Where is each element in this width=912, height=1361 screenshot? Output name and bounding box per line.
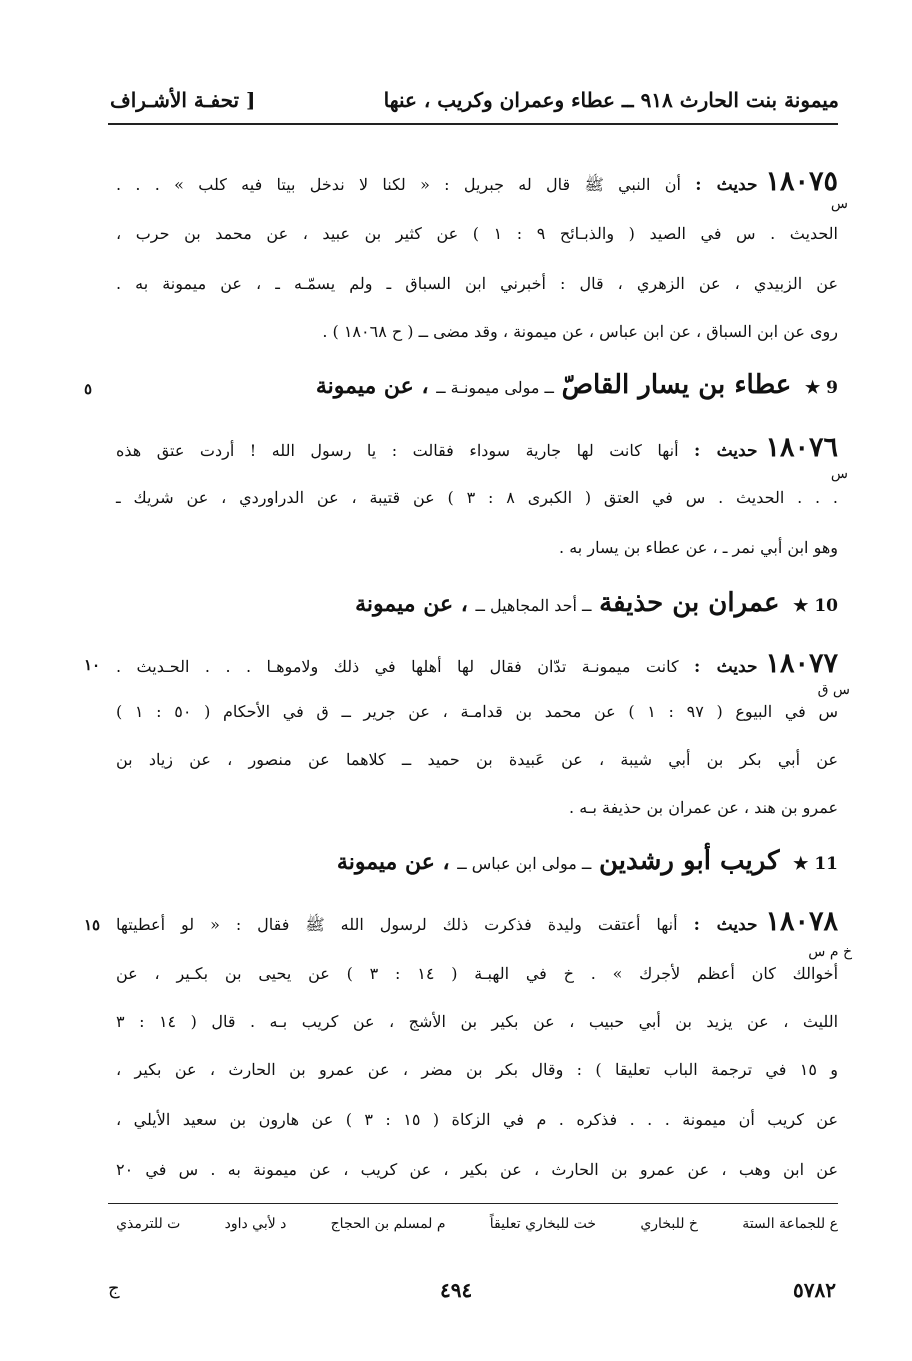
hadith-keyword: حديث : xyxy=(693,915,758,935)
entry-sigla: س ق xyxy=(817,682,850,698)
legend-item: ع للجماعة الستة xyxy=(742,1216,838,1232)
entry-line: . . . الحديث . س في العتق ( الكبرى ٨ : ٣ ) عن قتيبة ، عن الدراوردي ، عن شريك ـ xyxy=(116,488,839,507)
entry-line: عمرو بن هند ، عن عمران بن حذيفة بـه . xyxy=(569,798,838,817)
entry-line: ١٨٠٧٧حديث : كانت ميمونـة تدّان فقال لها أهلها في ذلك ولاموهـا . . . الحـديث . xyxy=(116,648,838,679)
hadith-number: ١٨٠٧٥ xyxy=(765,166,838,197)
margin-line-number: ١٥ xyxy=(84,916,101,934)
narrator-name: عطاء بن يسار القاصّ xyxy=(561,370,792,400)
hadith-number: ١٨٠٧٦ xyxy=(765,432,838,463)
hadith-keyword: حديث : xyxy=(695,175,758,195)
narrator-role: ــ أحد المجاهيل ــ xyxy=(475,596,592,615)
page-number: ٤٩٤ xyxy=(440,1278,473,1302)
entry-line: روى عن ابن السباق ، عن ابن عباس ، عن ميمونة ، وقد مضى ــ ( ح ١٨٠٦٨ ) . xyxy=(322,322,838,341)
entry-line: عن ابن وهب ، عن عمرو بن الحارث ، عن بكير ، عن كريب ، عن ميمونة به . س في ٢٠ xyxy=(116,1160,838,1179)
section-heading xyxy=(355,588,838,618)
legend-item: خت للبخاري تعليقاً xyxy=(489,1216,597,1232)
hadith-keyword: حديث : xyxy=(694,657,758,677)
entry-sigla: س xyxy=(830,196,848,212)
signature-mark: ج xyxy=(108,1278,120,1299)
margin-line-number: ١٠ xyxy=(84,656,101,674)
entry-line: و ١٥ في ترجمة الباب تعليقا ) : وقال بكر بن مضر ، عن عمرو بن الحارث ، عن بكير ، xyxy=(116,1060,838,1079)
entry-line: الحديث . س في الصيد ( والذبـائح ٩ : ١ ) عن كثير بن عبيد ، عن محمد بن حرب ، xyxy=(116,224,838,243)
entry-line: ١٨٠٧٦حديث : أنها كانت لها جارية سوداء فقالت : يا رسول الله ! أردت عتق هذه xyxy=(116,432,838,463)
entry-line: عن أبي بكر بن أبي شيبة ، عن عَبيدة بن حميد ــ كلاهما عن منصور ، عن زياد بن xyxy=(116,750,838,769)
hadith-number: ١٨٠٧٨ xyxy=(765,906,838,937)
entry-line: ١٨٠٧٥حديث : أن النبي ﷺ قال له جبريل : « لكنا لا ندخل بيتا فيه كلب » . . . xyxy=(116,166,838,197)
legend-item: م لمسلم بن الحجاج xyxy=(330,1216,446,1232)
narrator-role: ــ مولى ميمونـة ــ xyxy=(436,378,554,397)
footnote-rule xyxy=(108,1203,838,1204)
narrator-name: عمران بن حذيفة xyxy=(599,588,780,618)
hadith-number: ١٨٠٧٧ xyxy=(765,648,838,679)
entry-line: عن الزبيدي ، عن الزهري ، قال : أخبرني ابن السباق ـ ولم يسمّـه ـ ، عن ميمونة به . xyxy=(116,274,838,293)
entry-line: الليث ، عن يزيد بن أبي حبيب ، عن بكير بن الأشج ، عن كريب بـه . قال ( ١٤ : ٣ xyxy=(116,1012,839,1031)
entry-sigla: خ م س xyxy=(808,944,852,960)
abbreviation-legend xyxy=(116,1216,838,1232)
section-tail: ، عن ميمونة xyxy=(336,849,450,875)
section-tail: ، عن ميمونة xyxy=(315,373,429,399)
book-title: [ تحفـة الأشـراف xyxy=(110,88,256,112)
entry-sigla: س xyxy=(830,466,848,482)
volume-page-number: ٥٧٨٢ xyxy=(793,1278,836,1302)
section-tail: ، عن ميمونة xyxy=(355,591,468,617)
narrator-role: ــ مولى ابن عباس ــ xyxy=(457,854,592,873)
entry-line: عن كريب أن ميمونة . . . فذكره . م في الزكاة ( ١٥ : ٣ ) عن هارون بن سعيد الأيلي ، xyxy=(116,1110,839,1129)
section-number: 10 ★ xyxy=(793,596,838,616)
entry-line: ١٨٠٧٨حديث : أنها أعتقت وليدة فذكرت ذلك لرسول الله ﷺ فقال : « لو أعطيتها xyxy=(116,906,838,937)
legend-item: ت للترمذي xyxy=(116,1216,181,1232)
hadith-keyword: حديث : xyxy=(694,441,758,461)
section-heading xyxy=(316,370,838,400)
section-number: 11 ★ xyxy=(793,854,838,874)
entry-line: أخوالك كان أعظم لأجرك » . خ في الهبـة ( ١٤ : ٣ ) عن يحيى بن بكـير ، عن xyxy=(116,964,839,983)
narrator-name: كريب أبو رشدين xyxy=(598,846,780,876)
header-rule xyxy=(108,123,838,125)
legend-item: خ للبخاري xyxy=(640,1216,698,1232)
running-title: ميمونة بنت الحارث ٩١٨ ــ عطاء وعمران وكريب ، عنها xyxy=(383,88,839,112)
margin-line-number: ٥ xyxy=(84,380,93,398)
section-number: 9 ★ xyxy=(804,378,838,398)
section-heading xyxy=(337,846,838,876)
legend-item: د لأبي داود xyxy=(224,1216,287,1232)
entry-line: وهو ابن أبي نمر ـ ، عن عطاء بن يسار به . xyxy=(559,538,838,557)
entry-line: س في البيوع ( ٩٧ : ١ ) عن محمد بن قدامـة ، عن جرير ــ ق في الأحكام ( ٥٠ : ١ ) xyxy=(116,702,839,721)
